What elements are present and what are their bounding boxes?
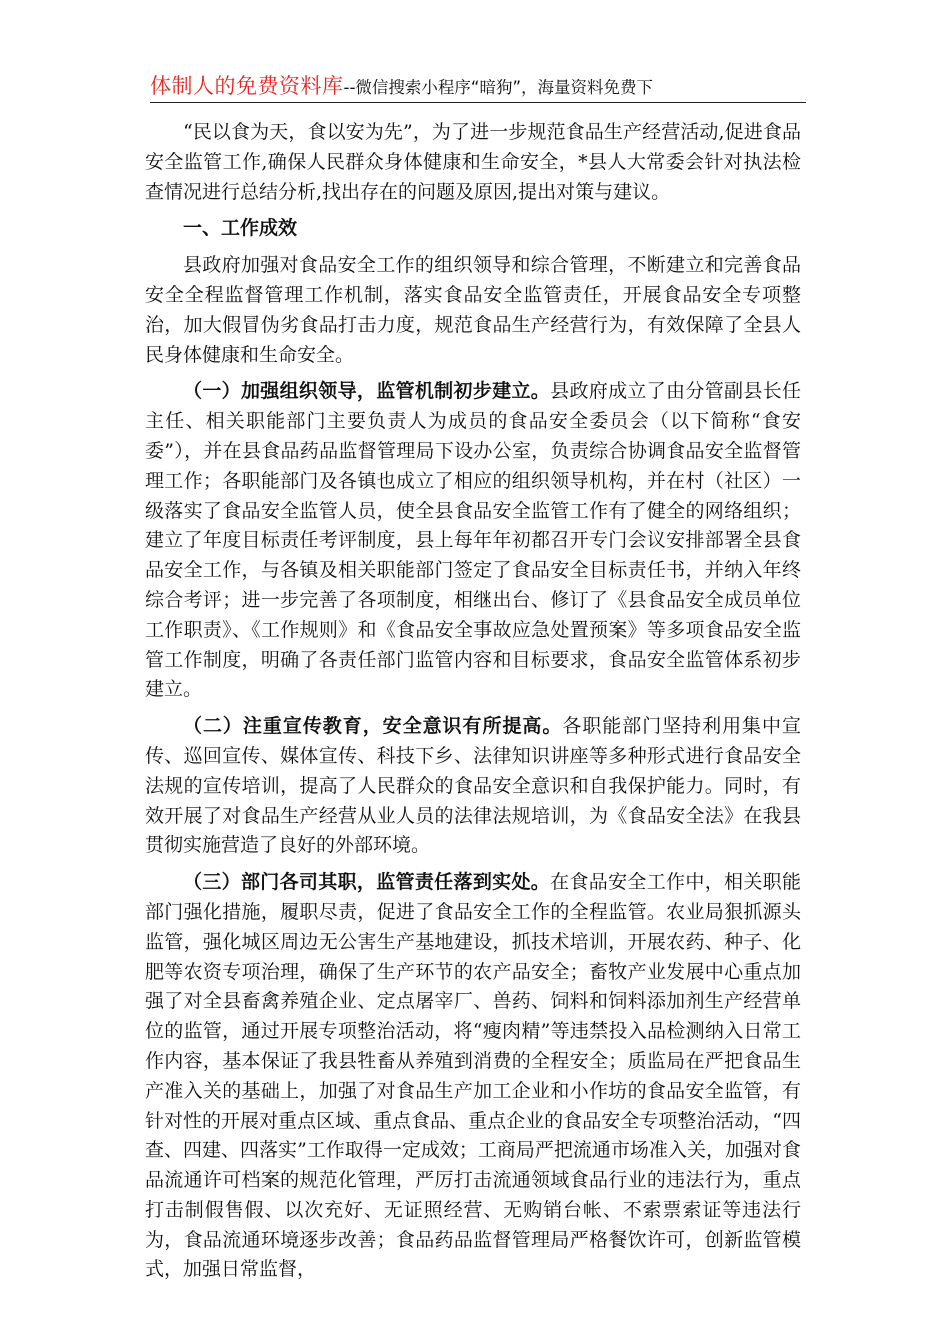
item-title-3: （三）部门各司其职，监管责任落到实处。 bbox=[183, 871, 551, 894]
item-text-3: 在食品安全工作中，相关职能部门强化措施，履职尽责，促进了食品安全工作的全程监管。农业局狠抓源头监管，强化城区周边无公害生产基地建设，抓技术培训，开展农药、种子、化肥等农资专项治理，确保了生产环节的农产品安全；畜牧产业发展中心重点加强了对全县畜禽养殖企业、定点屠宰厂、兽药、饲料和饲料添加剂生产经营单位的监管，通过开展专项整治活动，将“瘦肉精”等违禁投入品检测纳入日常工作内容，基本保证了我县牲畜从养殖到消费的全程安全；质监局在严把食品生产准入关的基础上，加强了对食品生产加工企业和小作坊的食品安全监管，有针对性的开展对重点区域、重点食品、重点企业的食品安全专项整治活动，“四查、四建、四落实”工作取得一定成效；工商局严把流通市场准入关，加强对食品流通许可档案的规范化管理，严厉打击流通领域食品行业的违法行为，重点打击制假售假、以次充好、无证照经营、无购销台帐、不索票索证等违法行为，食品流通环境逐步改善；食品药品监督管理局严格餐饮许可，创新监管模式，加强日常监督， bbox=[145, 871, 801, 1281]
item-text-2: 各职能部门坚持利用集中宣传、巡回宣传、媒体宣传、科技下乡、法律知识讲座等多种形式进行食品安全法规的宣传培训，提高了人民群众的食品安全意识和自我保护能力。同时，有效开展了对食品生产经营从业人员的法律法规培训，为《食品安全法》在我县贯彻实施营造了良好的外部环境。 bbox=[145, 715, 801, 857]
item-title-1: （一）加强组织领导，监管机制初步建立。 bbox=[183, 380, 551, 403]
item-paragraph-3 bbox=[145, 868, 801, 1285]
section-heading: 一、工作成效 bbox=[183, 217, 298, 240]
item-text-1: 县政府成立了由分管副县长任主任、相关职能部门主要负责人为成员的食品安全委员会（以下简称“食安委”），并在县食品药品监督管理局下设办公室，负责综合协调食品安全监督管理工作；各职能部门及各镇也成立了相应的组织领导机构，并在村（社区）一级落实了食品安全监管人员，使全县食品安全监管工作有了健全的网络组织；建立了年度目标责任考评制度，县上每年年初都召开专门会议安排部署全县食品安全工作，与各镇及相关职能部门签定了食品安全目标责任书，并纳入年终综合考评；进一步完善了各项制度，相继出台、修订了《县食品安全成员单位工作职责》、《工作规则》和《食品安全事故应急处置预案》等多项食品安全监管工作制度，明确了各责任部门监管内容和目标要求，食品安全监管体系初步建立。 bbox=[145, 380, 801, 701]
header-tagline: --微信搜索小程序“暗狗”，海量资料免费下 bbox=[343, 78, 654, 97]
intro-paragraph: “民以食为天，食以安为先”，为了进一步规范食品生产经营活动,促进食品安全监管工作,确保人民群众身体健康和生命安全，*县人大常委会针对执法检查情况进行总结分析,找出存在的问题及原因,提出对策与建议。 bbox=[145, 121, 801, 203]
header-brand: 体制人的免费资料库 bbox=[150, 74, 344, 98]
item-paragraph-1 bbox=[145, 377, 801, 705]
page-header bbox=[150, 70, 806, 103]
document-body bbox=[145, 118, 801, 1292]
item-title-2: （二）注重宣传教育，安全意识有所提高。 bbox=[183, 715, 563, 738]
item-paragraph-2 bbox=[145, 712, 801, 861]
summary-paragraph: 县政府加强对食品安全工作的组织领导和综合管理，不断建立和完善食品安全全程监督管理工作机制，落实食品安全监管责任，开展食品安全专项整治，加大假冒伪劣食品打击力度，规范食品生产经营行为，有效保障了全县人民身体健康和生命安全。 bbox=[145, 254, 801, 366]
